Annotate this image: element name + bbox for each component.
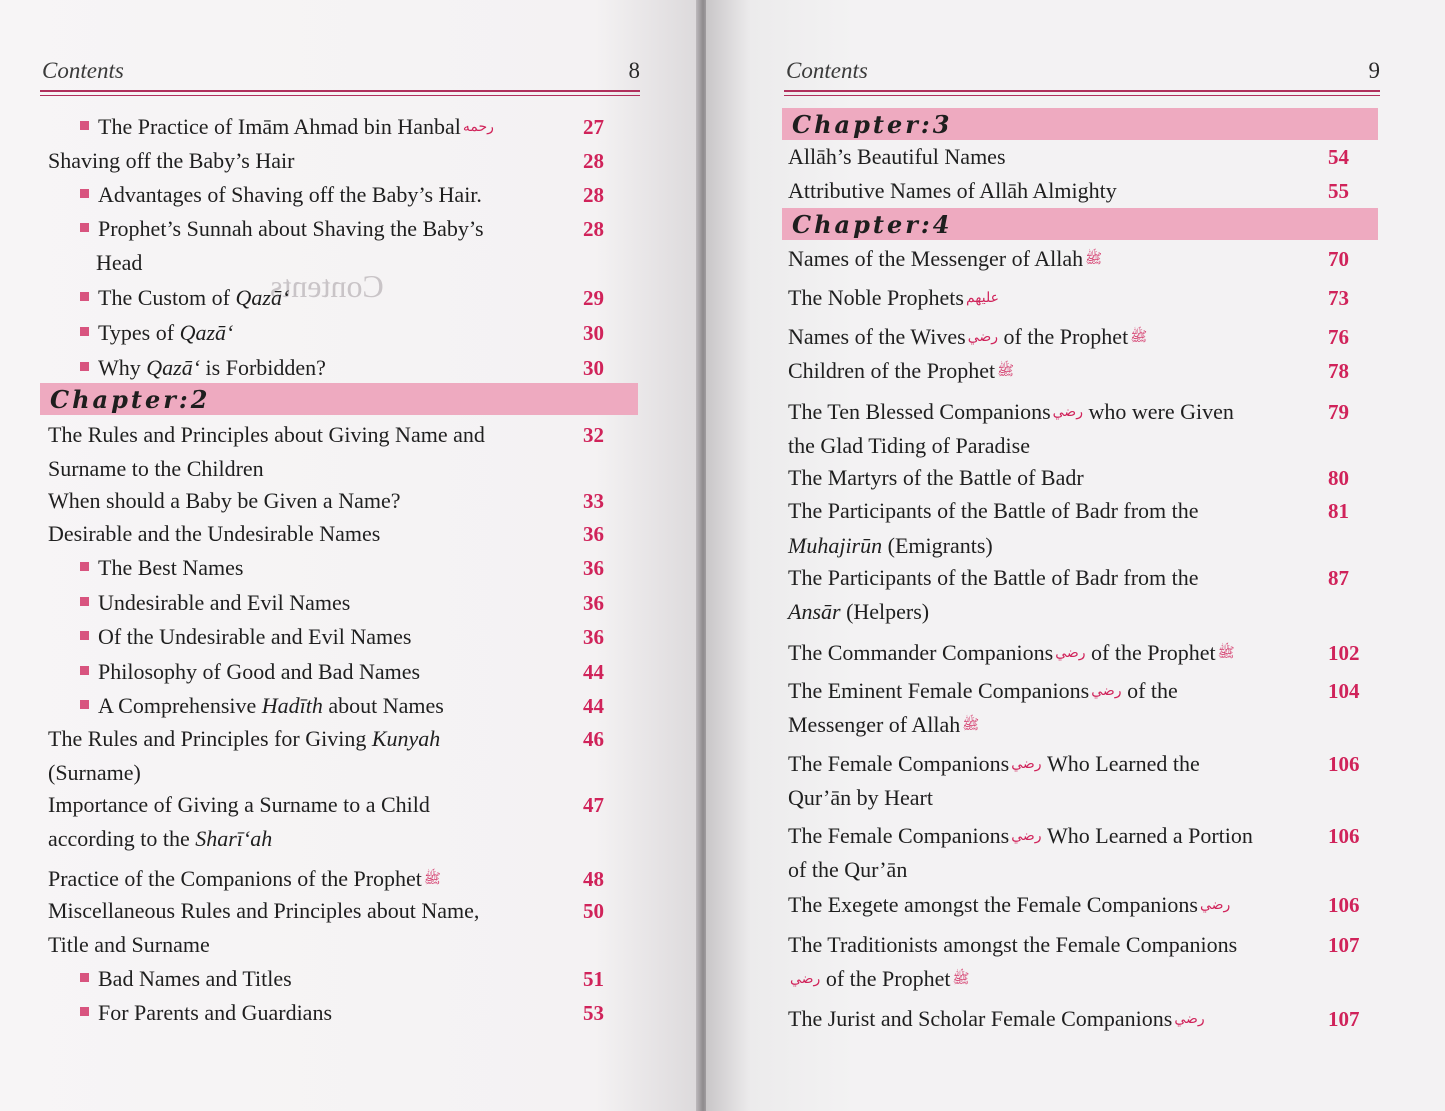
toc-entry: [788, 888, 1230, 922]
page-ref: 80: [1328, 466, 1349, 490]
entry-title: The Martyrs of the Battle of Badr: [788, 465, 1084, 490]
toc-entry: [788, 781, 933, 815]
entry-title: The Custom of: [98, 285, 236, 310]
page-ref: 36: [583, 522, 604, 546]
toc-entry: [788, 595, 929, 629]
entry-title: The Rules and Principles about Giving Name and: [48, 422, 485, 447]
entry-title: For Parents and Guardians: [98, 1000, 333, 1025]
page-ref: 104: [1328, 679, 1360, 703]
page-ref: 30: [583, 356, 604, 380]
entry-title-cont: about Names: [322, 693, 444, 718]
entry-title: The Practice of Imām Ahmad bin Hanbal: [98, 114, 461, 139]
toc-entry: [788, 461, 1084, 495]
toc-entry: [788, 819, 1253, 853]
entry-title: (Surname): [48, 760, 141, 785]
entry-title-cont: Who Learned the: [1041, 751, 1200, 776]
toc-entry: [788, 494, 1199, 528]
page-ref: 28: [583, 183, 604, 207]
running-header: [784, 58, 1380, 92]
entry-title-cont: is Forbidden?: [200, 355, 326, 380]
page-ref: 53: [583, 1001, 604, 1025]
page-ref: 106: [1328, 824, 1360, 848]
toc-entry: [788, 636, 1235, 670]
entry-title: Philosophy of Good and Bad Names: [98, 659, 421, 684]
honorific-glyph: رضي: [1199, 897, 1231, 913]
entry-title: Children of the Prophet: [788, 358, 996, 383]
page-ref: 36: [583, 591, 604, 615]
entry-title: Allāh’s Beautiful Names: [788, 144, 1006, 169]
entry-italic-term: Ansār: [788, 599, 841, 624]
entry-title: The Female Companions: [788, 823, 1010, 848]
entry-title: The Commander Companions: [788, 640, 1054, 665]
entry-title: Desirable and the Undesirable Names: [48, 521, 381, 546]
page-ref: 102: [1328, 641, 1360, 665]
bullet-icon: [80, 562, 89, 571]
page-ref: 28: [583, 149, 604, 173]
bullet-icon: [80, 121, 89, 130]
toc-entry: [48, 418, 485, 452]
honorific-glyph: رضي: [1011, 756, 1042, 772]
entry-title: The Ten Blessed Companions: [788, 399, 1051, 424]
entry-title-cont: of the Prophet: [1085, 640, 1216, 665]
bleed-through-text: Contents: [270, 268, 384, 304]
page-ref: 44: [583, 660, 604, 684]
page-ref: 81: [1328, 499, 1349, 523]
page-ref: 70: [1328, 247, 1349, 271]
toc-entry: [48, 822, 272, 856]
entry-title: Names of the Messenger of Allah: [788, 246, 1084, 271]
honorific-glyph: رضي: [1052, 404, 1083, 420]
honorific-glyph: ﷺ: [962, 717, 980, 733]
honorific-glyph: رحمه: [462, 119, 494, 135]
entry-title-cont: of the: [1121, 678, 1178, 703]
toc-entry: [788, 674, 1178, 708]
entry-title: Shaving off the Baby’s Hair: [48, 148, 295, 173]
toc-entry: [788, 140, 1006, 174]
bullet-icon: [80, 631, 89, 640]
toc-entry: [788, 174, 1117, 208]
page-ref: 73: [1328, 286, 1349, 310]
toc-entry: [80, 689, 444, 723]
toc-entry: [48, 756, 141, 790]
entry-title: The Eminent Female Companions: [788, 678, 1090, 703]
left-page: [0, 0, 700, 1111]
bullet-icon: [80, 666, 89, 675]
toc-entry: [48, 928, 210, 962]
entry-title: The Traditionists amongst the Female Companions: [788, 932, 1238, 957]
honorific-glyph: ﷺ: [952, 971, 970, 987]
toc-entry: [788, 928, 1237, 962]
page-ref: 106: [1328, 893, 1360, 917]
page-ref: 79: [1328, 400, 1349, 424]
page-ref: 54: [1328, 145, 1349, 169]
toc-entry: [788, 281, 999, 315]
chapter-bar: [782, 208, 1378, 240]
page-ref: 32: [583, 423, 604, 447]
entry-title-cont: Who Learned a Portion: [1041, 823, 1253, 848]
page-ref: 46: [583, 727, 604, 751]
toc-entry: [788, 242, 1102, 276]
right-page: [706, 0, 1445, 1111]
bullet-icon: [80, 223, 89, 232]
toc-entry: [80, 178, 482, 212]
page-ref: 44: [583, 694, 604, 718]
entry-italic-term: Hadīth: [261, 693, 323, 718]
honorific-glyph: ﷺ: [1217, 645, 1235, 661]
toc-entry: [96, 246, 142, 280]
toc-entry: [788, 853, 907, 887]
entry-title-cont: (Emigrants): [882, 533, 993, 558]
toc-entry: [48, 788, 430, 822]
bullet-icon: [80, 327, 89, 336]
page-ref: 50: [583, 899, 604, 923]
page-number: 9: [1368, 58, 1380, 83]
entry-italic-term: Qazā‘: [235, 285, 290, 310]
toc-entry: [788, 429, 1030, 463]
chapter-bar: [40, 383, 638, 415]
entry-title: The Female Companions: [788, 751, 1010, 776]
bullet-icon: [80, 189, 89, 198]
page-ref: 106: [1328, 752, 1360, 776]
toc-entry: [80, 620, 411, 654]
honorific-glyph: ﷺ: [423, 871, 441, 887]
entry-title: of the Qur’ān: [788, 857, 908, 882]
honorific-glyph: عليهم: [965, 290, 999, 306]
toc-entry: [80, 281, 289, 315]
entry-title: Undesirable and Evil Names: [98, 590, 351, 615]
entry-title: according to the: [48, 826, 196, 851]
entry-title-cont: who were Given: [1082, 399, 1234, 424]
entry-title: Types of: [98, 320, 180, 345]
honorific-glyph: رضي: [790, 971, 821, 987]
entry-italic-term: Kunyah: [371, 726, 441, 751]
entry-title: Head: [96, 250, 143, 275]
page-ref: 29: [583, 286, 604, 310]
entry-title: Prophet’s Sunnah about Shaving the Baby’s: [98, 216, 484, 241]
honorific-glyph: رضي: [1091, 683, 1122, 699]
page-ref: 107: [1328, 933, 1360, 957]
chapter-label: Chapter:2: [50, 385, 211, 414]
honorific-glyph: رضي: [1011, 828, 1042, 844]
page-ref: 28: [583, 217, 604, 241]
page-ref: 27: [583, 115, 604, 139]
toc-entry: [788, 1002, 1205, 1036]
running-header: [40, 58, 640, 92]
honorific-glyph: رضي: [967, 329, 999, 345]
page-ref: 48: [583, 867, 604, 891]
bullet-icon: [80, 597, 89, 606]
entry-title-cont: of the Prophet: [998, 324, 1129, 349]
chapter-bar: [782, 108, 1378, 140]
page-ref: 47: [583, 793, 604, 817]
honorific-glyph: ﷺ: [1085, 251, 1103, 267]
entry-italic-term: Qazā‘: [179, 320, 234, 345]
toc-entry: [788, 320, 1147, 354]
bullet-icon: [80, 292, 89, 301]
bullet-icon: [80, 1007, 89, 1016]
toc-entry: [48, 862, 441, 896]
entry-title: A Comprehensive: [98, 693, 262, 718]
entry-title: Bad Names and Titles: [98, 966, 292, 991]
honorific-glyph: ﷺ: [1130, 329, 1148, 345]
toc-entry: [48, 722, 440, 756]
toc-entry: [48, 894, 479, 928]
page-ref: 55: [1328, 179, 1349, 203]
toc-entry: [788, 962, 969, 996]
bullet-icon: [80, 973, 89, 982]
toc-entry: [788, 747, 1200, 781]
toc-entry: [80, 110, 494, 144]
entry-title: Surname to the Children: [48, 456, 264, 481]
chapter-label: Chapter:4: [792, 210, 953, 239]
entry-title: Importance of Giving a Surname to a Child: [48, 792, 430, 817]
page-ref: 107: [1328, 1007, 1360, 1031]
running-title: Contents: [786, 58, 868, 83]
entry-title: The Exegete amongst the Female Companions: [788, 892, 1198, 917]
bullet-icon: [80, 700, 89, 709]
entry-title-cont: of the Prophet: [820, 966, 951, 991]
page-ref: 36: [583, 556, 604, 580]
honorific-glyph: رضي: [1055, 645, 1086, 661]
entry-italic-term: Sharī‘ah: [195, 826, 273, 851]
entry-title: The Best Names: [98, 555, 244, 580]
entry-title: Attributive Names of Allāh Almighty: [788, 178, 1117, 203]
page-ref: 51: [583, 967, 604, 991]
honorific-glyph: ﷺ: [997, 363, 1015, 379]
toc-entry: [48, 452, 264, 486]
toc-entry: [80, 316, 233, 350]
toc-entry: [48, 517, 380, 551]
chapter-label: Chapter:3: [792, 110, 953, 139]
entry-title: Messenger of Allah: [788, 712, 961, 737]
toc-entry: [48, 144, 294, 178]
toc-entry: [48, 484, 401, 518]
honorific-glyph: رضي: [1174, 1011, 1205, 1027]
toc-entry: [80, 212, 484, 246]
entry-italic-term: Qazā‘: [146, 355, 201, 380]
entry-title: The Participants of the Battle of Badr from the: [788, 565, 1199, 590]
toc-entry: [788, 529, 993, 563]
bullet-icon: [80, 362, 89, 371]
entry-italic-term: Muhajirūn: [788, 533, 883, 558]
page-ref: 30: [583, 321, 604, 345]
running-title: Contents: [42, 58, 124, 83]
toc-entry: [80, 655, 420, 689]
entry-title: the Glad Tiding of Paradise: [788, 433, 1030, 458]
entry-title: The Rules and Principles for Giving: [48, 726, 372, 751]
page-ref: 87: [1328, 566, 1349, 590]
toc-entry: [788, 395, 1234, 429]
page-ref: 33: [583, 489, 604, 513]
page-ref: 36: [583, 625, 604, 649]
page-ref: 78: [1328, 359, 1349, 383]
entry-title: Qur’ān by Heart: [788, 785, 933, 810]
toc-entry: [788, 561, 1199, 595]
toc-entry: [80, 996, 332, 1030]
entry-title: The Participants of the Battle of Badr from the: [788, 498, 1199, 523]
entry-title: When should a Baby be Given a Name?: [48, 488, 401, 513]
entry-title: Of the Undesirable and Evil Names: [98, 624, 412, 649]
toc-entry: [788, 354, 1014, 388]
entry-title: The Noble Prophets: [788, 285, 964, 310]
toc-entry: [80, 351, 326, 385]
entry-title: Miscellaneous Rules and Principles about Name,: [48, 898, 480, 923]
page-ref: 76: [1328, 325, 1349, 349]
entry-title-cont: (Helpers): [840, 599, 930, 624]
toc-entry: [80, 551, 243, 585]
entry-title: Why: [98, 355, 147, 380]
entry-title: Title and Surname: [48, 932, 210, 957]
toc-entry: [80, 586, 350, 620]
entry-title: Names of the Wives: [788, 324, 966, 349]
toc-entry: [80, 962, 292, 996]
entry-title: Practice of the Companions of the Prophet: [48, 866, 422, 891]
toc-entry: [788, 708, 979, 742]
entry-title: The Jurist and Scholar Female Companions: [788, 1006, 1173, 1031]
entry-title: Advantages of Shaving off the Baby’s Hair.: [98, 182, 482, 207]
page-number: 8: [628, 58, 640, 83]
